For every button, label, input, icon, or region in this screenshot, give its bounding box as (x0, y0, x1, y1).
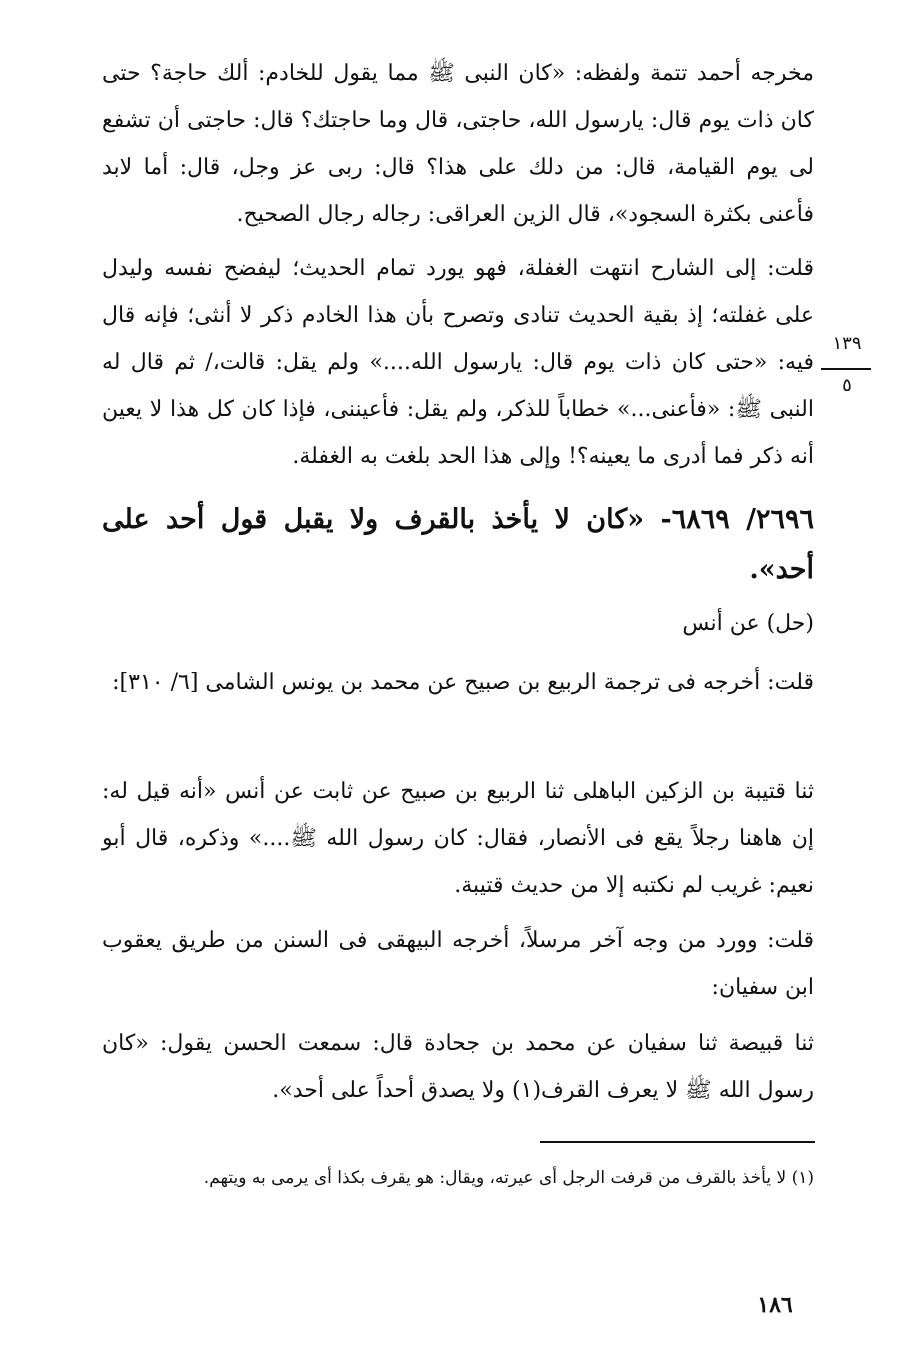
hadith-text: ٢٦٩٦/ ٦٨٦٩- «كان لا يأخذ بالقرف ولا يقبل قول أحد على أحد». (102, 504, 814, 585)
paragraph-isnad-qutayba: ثنا قتيبة بن الزكين الباهلى ثنا الربيع بن صبيح عن ثابت عن أنس «أنه قيل له: إن هاهنا رجلاً يقع فى الأنصار، فقال: كان رسول الله ﷺ....» وذكره، قال أبو نعيم: غريب لم نكتبه إلا من حديث قتيبة. (102, 779, 814, 898)
hadith-source: (حل) عن أنس (682, 611, 814, 636)
margin-volume-number: ٥ (842, 375, 852, 396)
paragraph-commentary-ghafla: قلت: إلى الشارح انتهت الغفلة، فهو يورد تمام الحديث؛ ليفضح نفسه وليدل على غفلته؛ إذ بقية الحديث تنادى وتصرح بأن هذا الخادم ذكر لا أنثى؛ فإنه قال فيه: «حتى كان ذات يوم قال: يارسول الله....» ولم يقل: قالت،/ ثم قال له النبى ﷺ: «فأعنى...» خطاباً للذكر، ولم يقل: فأعيننى، فإذا كان كل هذا لا يعين أنه ذكر فما أدرى ما يعينه؟! وإلى هذا الحد بلغت به الغفلة. (102, 256, 814, 469)
footnote-divider (540, 1141, 815, 1143)
margin-volume-page: ١٣٩ (832, 333, 862, 354)
paragraph-takhrij-hilya: قلت: أخرجه فى ترجمة الربيع بن صبيح عن محمد بن يونس الشامى [٦/ ٣١٠]: (112, 670, 814, 695)
paragraph-isnad-qabisa: ثنا قبيصة ثنا سفيان عن محمد بن جحادة قال: سمعت الحسن يقول: «كان رسول الله ﷺ لا يعرف القرف(١) ولا يصدق أحداً على أحد». (102, 1031, 814, 1103)
paragraph-mursal-bayhaqi: قلت: وورد من وجه آخر مرسلاً، أخرجه البيهقى فى السنن من طريق يعقوب ابن سفيان: (102, 928, 814, 1000)
page-number: ١٨٦ (757, 1292, 793, 1318)
margin-divider (821, 368, 871, 370)
footnote-qarf: (١) لا يأخذ بالقرف من قرفت الرجل أى عيرته، ويقال: هو يقرف بكذا أى يرمى به ويتهم. (203, 1168, 814, 1188)
paragraph-takhrij-ahmad: مخرجه أحمد تتمة ولفظه: «كان النبى ﷺ مما يقول للخادم: ألك حاجة؟ حتى كان ذات يوم قال: يارسول الله، حاجتى، قال وما حاجتك؟ قال: حاجتى أن تشفع لى يوم القيامة، قال: من دلك على هذا؟ قال: ربى عز وجل، قال: أما لابد فأعنى بكثرة السجود»، قال الزين العراقى: رجاله رجال الصحيح. (102, 61, 814, 227)
